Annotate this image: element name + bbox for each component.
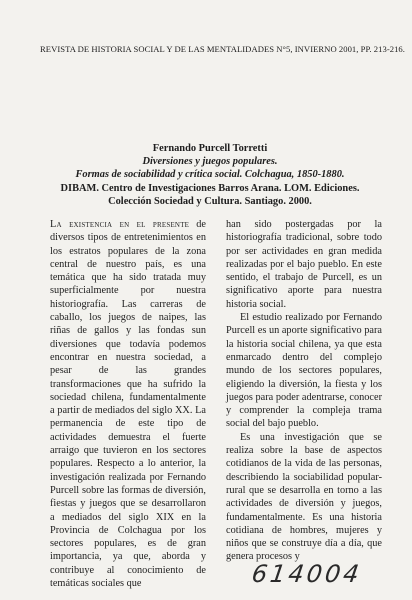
handwritten-catalog-number: 614004 <box>250 560 364 588</box>
review-publisher-line-2: Colección Sociedad y Cultura. Santiago. 2000. <box>108 195 312 207</box>
review-author: Fernando Purcell Torretti <box>152 143 268 154</box>
review-title-line-2: Formas de sociabilidad y crítica social. Colchagua, 1850-1880. <box>75 169 345 181</box>
paragraph-3: Es una investigación que se realiza sobre la base de aspectos cotidianos de la vida de las personas, describiendo la sociabilidad popular-rural que se desarrolla en torno a las actividades de diversión y juegos, fundamentalmente. Es una historia cotidiana de hombres, mujeres y niños que se construye día a día, que genera procesos y <box>226 431 382 563</box>
paragraph-1-continued-text: han sido postergadas por la historiografía tradicional, sobre todo por ser actividades en gran medida realizadas por el bajo pueblo. En este sentido, el trabajo de Purcell, es un significativo aporte para nuestra historia social. <box>226 219 382 310</box>
running-header: REVISTA DE HISTORIA SOCIAL Y DE LAS MENTALIDADES N°5, INVIERNO 2001, PP. 213-216. <box>40 44 405 54</box>
text-column-right <box>226 218 382 564</box>
paragraph-1-text: de diversos tipos de entretenimientos en los estratos populares de la zona central de nuestro país, es una temática que ha sido tratada muy superficialmente por nuestra historiografía. Las carreras de caballo, los juegos de naipes, las riñas de gallos y las fondas sun diversiones que todavía podemos encontrar en nuestra sociedad, a pesar de las grandes transformaciones que ha sufrido la sociedad chilena, fundamentalmente a partir de mediados del siglo XX. La permanencia de este tipo de actividades demuestra el fuerte arraigo que tuvieron en los sectores populares. Respecto a lo anterior, la investigación realizada por Fernando Purcell sobre las formas de diversión, fiestas y juegos que se desarrollaron a mediados del siglo XIX en la Provincia de Colchagua por los sectores populares, es de gran importancia, ya que, aborda y contribuye al conocimiento de temáticas sociales que <box>50 219 206 590</box>
text-column-left <box>50 218 206 590</box>
paragraph-1-continued <box>226 218 382 311</box>
paragraph-2: El estudio realizado por Fernando Purcell es un aporte significativo para la historia social chilena, ya que esta enmarcado dentro del complejo mundo de los sectores populares, eligiendo la diversión, la fiesta y los juegos para poder adentrarse, conocer y comprender la compleja trama social del bajo pueblo. <box>226 312 382 430</box>
review-title-line-1: Diversiones y juegos populares. <box>142 156 278 168</box>
review-heading <box>40 142 380 208</box>
paragraph-1 <box>50 218 206 590</box>
paragraph-lead-in: La existencia en el presente <box>50 219 190 230</box>
review-publisher-line-1: DIBAM. Centro de Investigaciones Barros Arana. LOM. Ediciones. <box>60 182 360 194</box>
